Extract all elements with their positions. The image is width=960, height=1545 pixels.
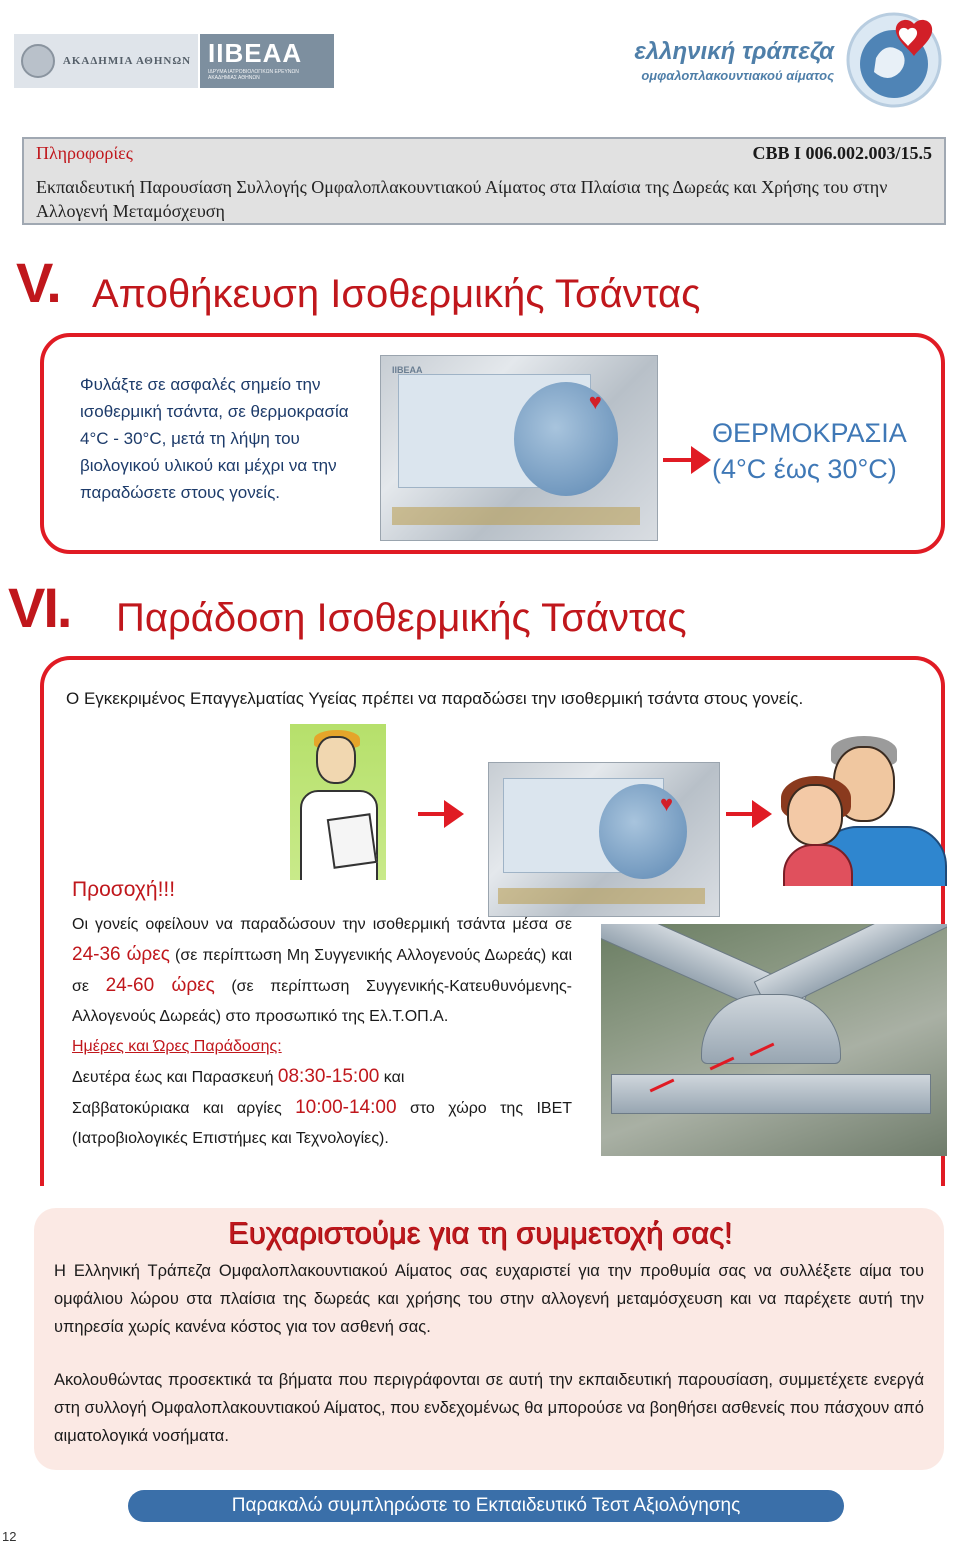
temperature-range: (4°C έως 30°C) <box>712 454 897 484</box>
isothermal-bag-photo <box>488 762 720 917</box>
bag-stripe <box>498 888 705 903</box>
ibeaa-logo-subtitle: ΙΔΡΥΜΑ ΙΑΤΡΟΒΙΟΛΟΓΙΚΩΝ ΕΡΕΥΝΩΝ ΑΚΑΔΗΜΙΑΣ ΑΘΗΝΩΝ <box>208 69 299 81</box>
delivery-instruction: Ο Εγκεκριμένος Επαγγελματίας Υγείας πρέπει να παραδώσει την ισοθερμική τσάντα στους γονείς. <box>66 689 804 708</box>
temperature-label: ΘΕΡΜΟΚΡΑΣΙΑ <box>712 418 907 448</box>
ibeaa-logo <box>200 34 334 88</box>
isothermal-bag-photo <box>380 355 658 541</box>
baby-heart-emblem-icon <box>836 8 946 108</box>
delivery-hours-title: Ημέρες και Ώρες Παράδοσης: <box>72 1038 282 1055</box>
document-code: CBB I 006.002.003/15.5 <box>752 143 932 163</box>
academy-logo-text: ΑΚΑΔΗΜΙΑ ΑΘΗΝΩΝ <box>62 55 192 67</box>
page-number: 12 <box>2 1529 17 1544</box>
ibeaa-logo-text: IIBEAA <box>208 38 303 68</box>
section-vi-title: Παράδοση Ισοθερμικής Τσάντας <box>116 596 687 640</box>
weekdays-label: Δευτέρα έως και Παρασκευή <box>72 1069 274 1086</box>
section-v-title: Αποθήκευση Ισοθερμικής Τσάντας <box>92 272 701 316</box>
weekend-hours: 10:00-14:00 <box>295 1097 397 1118</box>
bag-emblem-icon <box>514 382 619 496</box>
section-v-number: V. <box>16 251 60 314</box>
doctor-illustration <box>290 724 386 880</box>
child-head <box>787 784 843 846</box>
info-label: Πληροφορίες <box>36 143 133 163</box>
weekday-hours: 08:30-15:00 <box>277 1066 380 1087</box>
thanks-paragraph-2: Ακολουθώντας προσεκτικά τα βήματα που περιγράφονται σε αυτή την εκπαιδευτική παρουσίαση, συμμετέχετε ενεργά στη συλλογή Ομφαλοπλακουντιακού Αίματος, που ενδεχομένως θα μπορούσε να βοηθήσει ασθενείς που πάσχουν από αιματολογικά νοσήματα. <box>54 1371 924 1445</box>
evaluation-test-button[interactable]: Παρακαλώ συμπληρώστε το Εκπαιδευτικό Τεστ Αξιολόγησης <box>128 1490 844 1522</box>
deadline-hours-unrelated: 24-36 ώρες <box>72 944 170 965</box>
weekend-label: Σαββατοκύριακα και αργίες <box>72 1100 282 1117</box>
thanks-paragraph-1: Η Ελληνική Τράπεζα Ομφαλοπλακουντιακού Αίματος σας ευχαριστεί για την προθυμία σας να συλλέξετε αίμα του ομφάλιου λώρου στα πλαίσια της δωρεάς και χρήσης του στην αλλογενή μεταμόσχευση και να παρέχετε αυτή την υπηρεσία χωρίς κανένα κόστος για τον ασθενή σας. <box>54 1262 924 1336</box>
bank-logo-line2: ομφαλοπλακουντιακού αίματος <box>641 68 834 83</box>
clipboard-icon <box>327 813 378 869</box>
institute-building-photo <box>601 924 947 1156</box>
bag-brand-text: IIBEAA <box>392 365 423 376</box>
info-header-box <box>22 137 946 225</box>
heart-icon: ♥ <box>588 389 602 415</box>
heart-icon: ♥ <box>659 790 673 816</box>
warning-title: Προσοχή!!! <box>72 878 176 901</box>
parents-illustration <box>777 726 947 886</box>
academy-of-athens-logo <box>14 34 198 88</box>
bag-stripe <box>392 507 640 525</box>
warning-text: Οι γονείς οφείλουν να παραδώσουν την ισοθερμική τσάντα μέσα σε 24-36 ώρες (σε περίπτωση Μη Συγγενικής Αλλογενούς Δωρεάς) και σε 24-60 ώρες (σε περίπτωση Συγγενικής-Κατευθυνόμενης-Αλλογενούς Δωρεάς) στο προσωπικό της Ελ.Τ.ΟΠ.Α. Ημέρες και Ώρες Παράδοσης: Δευτέρα έως και Παρασκευή 08:30-15:00 και Σαββατοκύριακα και αργίες 10:00-14:00 στο χώρο της ΙΒΕΤ (Ιατροβιολογικές Επιστήμες και Τεχνολογίες). <box>72 916 573 1147</box>
deadline-hours-related: 24-60 ώρες <box>105 975 215 996</box>
doctor-head <box>316 736 356 784</box>
delivery-location: στο χώρο της ΙΒΕΤ (Ιατροβιολογικές Επιστήμες και Τεχνολογίες). <box>72 1100 573 1147</box>
bank-logo-line1: ελληνική τράπεζα <box>634 38 834 65</box>
athena-seal-icon <box>21 44 55 78</box>
section-vi-number: VI. <box>8 576 71 639</box>
arrow-right-icon <box>726 800 772 828</box>
arrow-right-icon <box>418 800 464 828</box>
temperature-note <box>712 415 907 487</box>
cord-blood-bank-logo <box>626 8 946 108</box>
thanks-title: Ευχαριστούμε για τη συμμετοχή σας! <box>227 1215 733 1250</box>
arrow-right-icon <box>663 446 711 474</box>
storage-instructions: Φυλάξτε σε ασφαλές σημείο την ισοθερμική τσάντα, σε θερμοκρασία 4°C - 30°C, μετά τη λήψη του βιολογικού υλικού και μέχρι να την παραδώσετε στους γονείς. <box>80 375 349 502</box>
bag-emblem-icon <box>599 784 686 879</box>
presentation-title: Εκπαιδευτική Παρουσίαση Συλλογής Ομφαλοπλακουντιακού Αίματος στα Πλαίσια της Δωρεάς και Χρήσης του στην Αλλογενή Μεταμόσχευση <box>36 177 888 221</box>
